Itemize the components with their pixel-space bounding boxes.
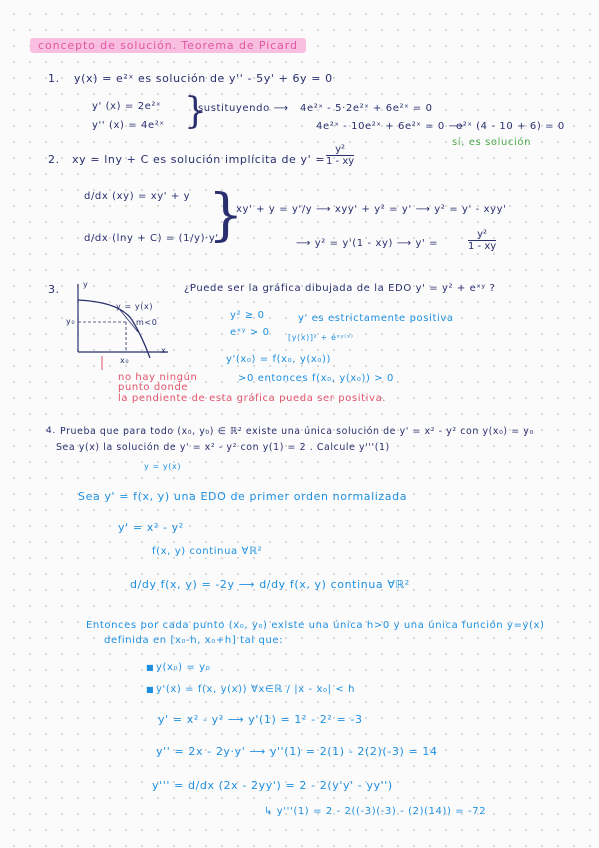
p2-rhs-denominator: 1 - xy	[326, 156, 355, 167]
p4-statement-2: Sea y(x) la solución de y' = x² - y² con y(1) = 2 . Calcule y'''(1)	[56, 442, 390, 453]
p3-y0-label: y₀	[66, 317, 76, 326]
p2-right-line-2: ⟶ y² = y'(1 - xy) ⟶ y' =	[296, 238, 439, 249]
p1-statement: y(x) = e²ˣ es solución de y'' - 5y' + 6y = 0	[74, 72, 333, 85]
p3-blue-1: y² ≥ 0	[230, 310, 265, 321]
p4-bullet-1-dot: ■	[146, 663, 155, 672]
p3-x0-label: x₀	[120, 356, 130, 365]
p1-calc-line-2: 4e²ˣ - 10e²ˣ + 6e²ˣ = 0 ⟶	[316, 121, 464, 132]
p1-calc-line-3: e²ˣ (4 - 10 + 6) = 0	[456, 121, 565, 132]
p4-y-prime: y' = x² - y²	[118, 521, 184, 534]
p4-statement-1: Prueba que para todo (x₀, y₀) ∈ ℝ² existe una única solución de y' = x² - y² con y(x₀) = y₀	[60, 426, 534, 437]
p4-then-line-2: definida en [x₀-h, x₀+h] tal que:	[104, 635, 284, 646]
p3-red-arrow	[102, 356, 116, 370]
p3-red-3: la pendiente de esta gráfica pueda ser positiva.	[118, 393, 387, 404]
p3-curve-label: y = y(x)	[116, 302, 154, 311]
p3-slope-label: m<0	[136, 318, 158, 327]
p1-conclusion: sí, es solución	[452, 137, 532, 148]
p2-right-line-1: xy' + y = y'/y ⟶ xyy' + y² = y' ⟶ y² = y' - xyy'	[236, 204, 507, 215]
p3-blue-4: [y(x)]² + eˣʸ⁽ˣ⁾	[288, 333, 354, 342]
p4-bullet-1: y(x₀) = y₀	[156, 662, 211, 673]
p3-graph	[58, 280, 178, 370]
p4-bullet-2-dot: ■	[146, 685, 155, 694]
p3-y-axis-label: y	[83, 280, 89, 289]
p4-number: 4.	[46, 426, 56, 436]
p3-blue-3: y' es estrictamente positiva	[298, 313, 454, 324]
p3-question: ¿Puede ser la gráfica dibujada de la EDO y' = y² + eˣʸ ?	[184, 283, 496, 294]
p3-blue-6: >0 entonces f(x₀, y(x₀)) > 0	[238, 373, 394, 384]
p2-result-fraction	[468, 229, 496, 252]
p1-brace: }	[184, 91, 207, 132]
p4-calc-3: y''' = d/dx (2x - 2yy') = 2 - 2(y'y' - yy'')	[152, 779, 393, 792]
p2-left-line-2: d/dx (lny + C) = (1/y)·y'	[84, 233, 219, 244]
p3-blue-5: y'(x₀) = f(x₀, y(x₀))	[226, 354, 331, 365]
p1-second-derivative: y'' (x) = 4e²ˣ	[92, 120, 165, 131]
p2-brace: }	[208, 183, 244, 248]
p2-number: 2.	[48, 153, 60, 166]
p1-number: 1.	[48, 72, 60, 85]
p3-red-1: no hay ningún	[118, 372, 198, 383]
p2-result-denominator: 1 - xy	[468, 241, 497, 252]
p2-result-numerator: y²	[468, 229, 496, 241]
p4-f-continuous: f(x, y) continua ∀ℝ²	[152, 546, 263, 557]
p4-y-of-x: y = y(x)	[144, 462, 182, 471]
p3-blue-2: eˣʸ > 0	[230, 327, 270, 338]
p1-substitution-label: sustituyendo ⟶	[198, 103, 289, 114]
p4-calc-2: y'' = 2x - 2y·y' ⟶ y''(1) = 2(1) - 2(2)(-3) = 14	[156, 745, 438, 758]
p2-rhs-numerator: y²	[326, 144, 354, 156]
p1-first-derivative: y' (x) = 2e²ˣ	[92, 101, 162, 112]
page-title: concepto de solución. Teorema de Picard	[30, 38, 306, 53]
p2-rhs-fraction	[326, 144, 354, 167]
p1-calc-line-1: 4e²ˣ - 5·2e²ˣ + 6e²ˣ = 0	[300, 103, 433, 114]
p3-number: 3.	[48, 283, 60, 296]
p2-left-line-1: d/dx (xy) = xy' + y	[84, 191, 191, 202]
p4-bullet-2: y'(x) = f(x, y(x)) ∀x∈ℝ / |x - x₀| < h	[156, 684, 356, 695]
p4-then-line-1: Entonces por cada punto (x₀, y₀) existe una única h>0 y una única función y=y(x)	[86, 620, 545, 631]
p4-calc-4: ↳ y'''(1) = 2 - 2((-3)(-3) - (2)(14)) = -72	[264, 806, 487, 817]
p2-statement: xy = lny + C es solución implícita de y' =	[72, 153, 326, 166]
p3-red-2: punto donde	[118, 382, 189, 393]
p4-calc-1: y' = x² - y² ⟶ y'(1) = 1² - 2² = -3	[158, 713, 363, 726]
p3-x-axis-label: x	[161, 346, 167, 355]
p4-sea-line: Sea y' = f(x, y) una EDO de primer orden normalizada	[78, 490, 408, 503]
p4-partial-derivative: d/dy f(x, y) = -2y ⟶ d/dy f(x, y) continua ∀ℝ²	[130, 578, 410, 591]
